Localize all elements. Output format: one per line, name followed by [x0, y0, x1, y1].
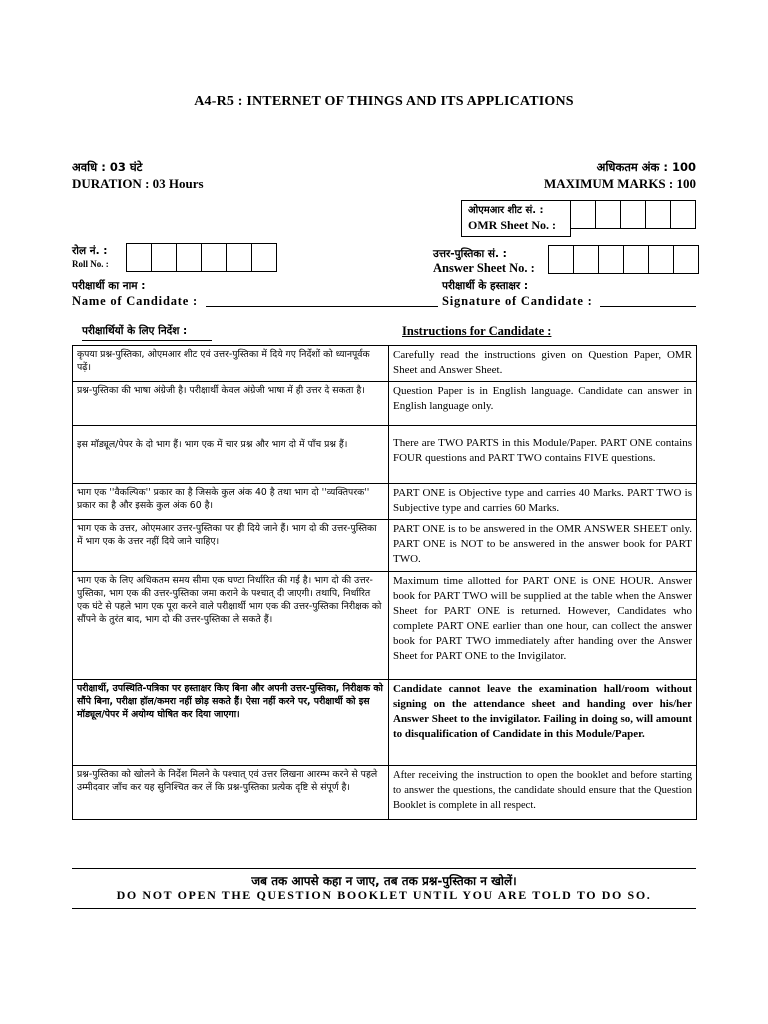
omr-label-box	[461, 200, 571, 237]
instruction-english: Question Paper is in English language. Candidate can answer in English language only.	[389, 382, 697, 426]
footer-warning-english: DO NOT OPEN THE QUESTION BOOKLET UNTIL YOU ARE TOLD TO DO SO.	[116, 888, 652, 902]
answer-sheet-number-boxes[interactable]	[548, 245, 699, 274]
instruction-hindi: कृपया प्रश्न-पुस्तिका, ओएमआर शीट एवं उत्तर-पुस्तिका में दिये गए निर्देशों को ध्यानपूर्वक पढ़ें।	[73, 346, 389, 382]
instructions-heading-hindi: परीक्षार्थियों के लिए निर्देश :	[82, 325, 188, 337]
instruction-english: There are TWO PARTS in this Module/Paper. PART ONE contains FOUR questions and PART TWO contains FIVE questions.	[389, 426, 697, 484]
footer-top-rule	[72, 868, 696, 869]
instruction-hindi: परीक्षार्थी, उपस्थिति-पत्रिका पर हस्ताक्षर किए बिना और अपनी उत्तर-पुस्तिका, निरीक्षक को सौंपे बिना, परीक्षा हॉल/कमरा नहीं छोड़ सकते हैं। ऐसा नहीं करने पर, परीक्षार्थी को इस मॉड्यूल/पेपर में अयोग्य घोषित कर दिया जाएगा।	[73, 680, 389, 766]
duration-hindi: अवधि : 03 घंटे	[72, 160, 143, 174]
roll-label-english: Roll No. :	[72, 259, 109, 269]
instruction-english: PART ONE is Objective type and carries 40 Marks. PART TWO is Subjective type and carries 60 Marks.	[389, 484, 697, 520]
roll-label-hindi: रोल नं. :	[72, 245, 108, 257]
instruction-row	[73, 484, 697, 520]
instruction-hindi: प्रश्न-पुस्तिका की भाषा अंग्रेजी है। परीक्षार्थी केवल अंग्रेजी भाषा में ही उत्तर दे सकता है।	[73, 382, 389, 426]
instruction-row	[73, 680, 697, 766]
instruction-row	[73, 346, 697, 382]
instruction-english: PART ONE is to be answered in the OMR ANSWER SHEET only. PART ONE is NOT to be answered in the answer book for PART TWO.	[389, 520, 697, 572]
omr-digit-box[interactable]	[595, 200, 621, 229]
answer-sheet-label-english: Answer Sheet No. :	[433, 261, 535, 275]
footer-bottom-rule	[72, 908, 696, 909]
answer-sheet-digit-box[interactable]	[548, 245, 574, 274]
omr-number-boxes[interactable]	[570, 200, 696, 229]
answer-sheet-digit-box[interactable]	[623, 245, 649, 274]
roll-digit-box[interactable]	[126, 243, 152, 272]
candidate-name-label-english: Name of Candidate :	[72, 294, 198, 308]
instruction-hindi: भाग एक ''वैकल्पिक'' प्रकार का है जिसके कुल अंक 40 है तथा भाग दो ''व्यक्तिपरक'' प्रकार का है और इसके कुल अंक 60 है।	[73, 484, 389, 520]
instruction-row	[73, 382, 697, 426]
omr-digit-box[interactable]	[670, 200, 696, 229]
instruction-hindi: प्रश्न-पुस्तिका को खोलने के निर्देश मिलने के पश्चात् एवं उत्तर लिखना आरम्भ करने से पहले उम्मीदवार जाँच कर यह सुनिश्चित कर लें कि प्रश्न-पुस्तिका प्रत्येक दृष्टि से संपूर्ण है।	[73, 766, 389, 820]
omr-digit-box[interactable]	[620, 200, 646, 229]
candidate-name-label-hindi: परीक्षार्थी का नाम :	[72, 280, 146, 292]
instruction-english: Carefully read the instructions given on Question Paper, OMR Sheet and Answer Sheet.	[389, 346, 697, 382]
answer-sheet-digit-box[interactable]	[673, 245, 699, 274]
answer-sheet-digit-box[interactable]	[598, 245, 624, 274]
answer-sheet-digit-box[interactable]	[648, 245, 674, 274]
omr-digit-box[interactable]	[645, 200, 671, 229]
signature-label-hindi: परीक्षार्थी के हस्ताक्षर :	[442, 280, 529, 292]
omr-digit-box[interactable]	[570, 200, 596, 229]
instructions-heading-english: Instructions for Candidate :	[402, 324, 552, 338]
answer-sheet-digit-box[interactable]	[573, 245, 599, 274]
paper-title: A4-R5 : INTERNET OF THINGS AND ITS APPLICATIONS	[194, 94, 574, 109]
instruction-row	[73, 520, 697, 572]
roll-digit-box[interactable]	[251, 243, 277, 272]
max-marks-hindi: अधिकतम अंक : 100	[596, 160, 696, 174]
instruction-english: Maximum time allotted for PART ONE is ONE HOUR. Answer book for PART TWO will be supplied at the table when the Answer Sheet for PART ONE is returned. However, Candidates who complete PART ONE earlier than one hour, can collect the answer book for PART TWO immediately after handing over the Answer Sheet for PART ONE to the Invigilator.	[389, 572, 697, 680]
omr-label-english: OMR Sheet No. :	[468, 218, 556, 232]
instruction-row	[73, 766, 697, 820]
instruction-hindi: इस मॉड्यूल/पेपर के दो भाग हैं। भाग एक में चार प्रश्न और भाग दो में पाँच प्रश्न हैं।	[73, 426, 389, 484]
duration-english: DURATION : 03 Hours	[72, 176, 204, 191]
roll-digit-box[interactable]	[176, 243, 202, 272]
hindi-heading-underline	[82, 340, 212, 341]
footer-warning-hindi: जब तक आपसे कहा न जाए, तब तक प्रश्न-पुस्तिका न खोलें।	[251, 874, 517, 888]
max-marks-english: MAXIMUM MARKS : 100	[543, 176, 696, 191]
omr-label-hindi: ओएमआर शीट सं. :	[468, 205, 544, 216]
roll-number-boxes[interactable]	[126, 243, 277, 272]
roll-digit-box[interactable]	[201, 243, 227, 272]
instructions-table	[72, 345, 697, 820]
instruction-hindi: भाग एक के लिए अधिकतम समय सीमा एक घण्टा निर्धारित की गई है। भाग दो की उत्तर-पुस्तिका, भाग एक की उत्तर-पुस्तिका जमा कराने के पश्चात् दी जाएगी। तथापि, निर्धारित एक घंटे से पहले भाग एक पूरा करने वाले परीक्षार्थी भाग एक की उत्तर-पुस्तिका निरीक्षक को सौंपने के तुरंत बाद, भाग दो की उत्तर-पुस्तिका ले सकते हैं।	[73, 572, 389, 680]
signature-label-english: Signature of Candidate :	[442, 294, 593, 308]
answer-sheet-label-hindi: उत्तर-पुस्तिका सं. :	[433, 248, 507, 260]
roll-digit-box[interactable]	[226, 243, 252, 272]
instruction-english: Candidate cannot leave the examination hall/room without signing on the attendance sheet and handing over his/her Answer Sheet to the invigilator. Failing in doing so, will amount to disqualification of Candidate in this Module/Paper.	[389, 680, 697, 766]
candidate-name-line[interactable]	[206, 306, 438, 307]
instruction-hindi: भाग एक के उत्तर, ओएमआर उत्तर-पुस्तिका पर ही दिये जाने हैं। भाग दो की उत्तर-पुस्तिका में भाग एक के उत्तर नहीं दिये जाने चाहिए।	[73, 520, 389, 572]
signature-line[interactable]	[600, 306, 696, 307]
roll-digit-box[interactable]	[151, 243, 177, 272]
instruction-row	[73, 572, 697, 680]
instruction-english: After receiving the instruction to open the booklet and before starting to answer the questions, the candidate should ensure that the Question Booklet is complete in all respect.	[389, 766, 697, 820]
instruction-row	[73, 426, 697, 484]
